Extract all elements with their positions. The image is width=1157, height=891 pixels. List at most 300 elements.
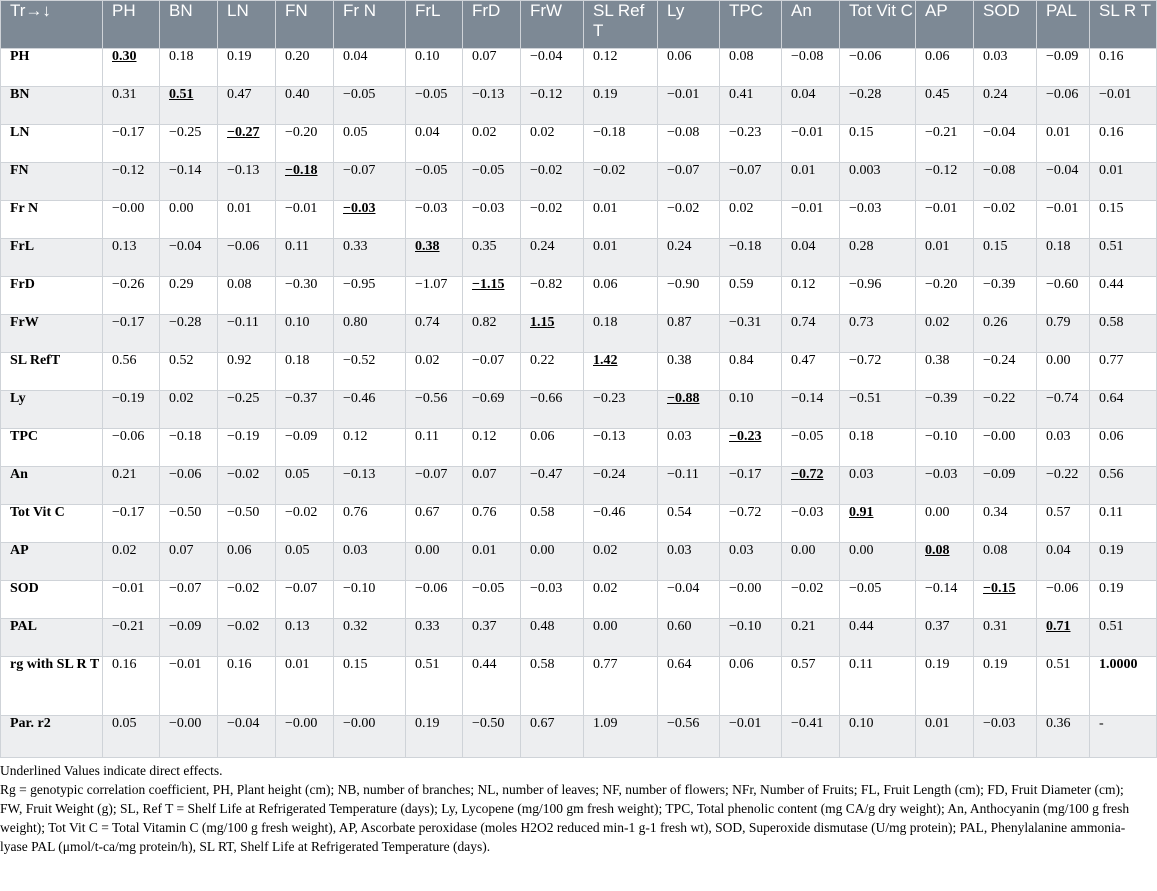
table-cell: −0.22: [974, 391, 1037, 429]
table-row: [1, 163, 1157, 201]
table-cell: 0.64: [658, 657, 720, 716]
direct-effect-cell: 1.42: [584, 353, 658, 391]
table-cell: −0.01: [658, 87, 720, 125]
table-cell: 0.76: [334, 505, 406, 543]
column-header: TPC: [720, 1, 782, 49]
table-cell: 0.16: [1090, 125, 1157, 163]
table-cell: −0.39: [974, 277, 1037, 315]
table-cell: −0.20: [916, 277, 974, 315]
table-cell: 0.03: [840, 467, 916, 505]
table-cell: −0.02: [782, 581, 840, 619]
table-cell: 0.15: [840, 125, 916, 163]
table-cell: 0.02: [584, 581, 658, 619]
table-cell: 0.38: [658, 353, 720, 391]
table-cell: 0.19: [218, 49, 276, 87]
table-cell: −0.03: [406, 201, 463, 239]
table-cell: 0.21: [103, 467, 160, 505]
table-cell: 0.16: [1090, 49, 1157, 87]
table-cell: −0.05: [334, 87, 406, 125]
table-cell: 0.87: [658, 315, 720, 353]
table-cell: −0.03: [916, 467, 974, 505]
table-cell: 0.00: [584, 619, 658, 657]
table-cell: 0.67: [406, 505, 463, 543]
direct-effect-cell: −0.88: [658, 391, 720, 429]
table-cell: 0.21: [782, 619, 840, 657]
row-header: TPC: [1, 429, 103, 467]
table-cell: 0.13: [103, 239, 160, 277]
table-cell: 0.04: [782, 239, 840, 277]
table-cell: 0.56: [103, 353, 160, 391]
table-cell: 0.12: [584, 49, 658, 87]
table-cell: −0.02: [658, 201, 720, 239]
table-cell: 0.02: [916, 315, 974, 353]
table-cell: 0.44: [840, 619, 916, 657]
table-cell: 0.04: [782, 87, 840, 125]
table-cell: 0.31: [103, 87, 160, 125]
table-cell: 0.52: [160, 353, 218, 391]
table-cell: −0.01: [160, 657, 218, 716]
table-cell: −0.12: [103, 163, 160, 201]
table-cell: 0.20: [276, 49, 334, 87]
table-cell: −0.18: [160, 429, 218, 467]
row-header: AP: [1, 543, 103, 581]
column-header: Ly: [658, 1, 720, 49]
table-cell: 0.82: [463, 315, 521, 353]
row-header: BN: [1, 87, 103, 125]
table-cell: 0.33: [334, 239, 406, 277]
table-cell: −0.01: [720, 716, 782, 758]
table-cell: −0.19: [218, 429, 276, 467]
column-header: PAL: [1037, 1, 1090, 49]
table-cell: 0.18: [160, 49, 218, 87]
table-cell: 0.02: [463, 125, 521, 163]
table-cell: 0.35: [463, 239, 521, 277]
table-cell: 0.04: [334, 49, 406, 87]
table-cell: 0.58: [521, 657, 584, 716]
table-cell: −0.09: [160, 619, 218, 657]
table-cell: −0.14: [782, 391, 840, 429]
table-cell: 0.37: [463, 619, 521, 657]
table-cell: −0.28: [160, 315, 218, 353]
table-cell: 0.58: [1090, 315, 1157, 353]
table-cell: −0.50: [218, 505, 276, 543]
table-cell: 0.67: [521, 716, 584, 758]
table-cell: −0.19: [103, 391, 160, 429]
table-cell: 0.73: [840, 315, 916, 353]
table-cell: 0.77: [584, 657, 658, 716]
table-cell: −0.28: [840, 87, 916, 125]
table-cell: −0.05: [406, 87, 463, 125]
table-cell: 0.05: [103, 716, 160, 758]
table-cell: 0.03: [334, 543, 406, 581]
table-cell: −0.10: [334, 581, 406, 619]
table-footnotes: [0, 758, 1145, 856]
table-cell: 0.51: [1090, 619, 1157, 657]
row-header: Tot Vit C: [1, 505, 103, 543]
table-cell: −0.01: [782, 201, 840, 239]
table-cell: −0.18: [720, 239, 782, 277]
table-cell: 0.41: [720, 87, 782, 125]
table-cell: −0.09: [276, 429, 334, 467]
table-cell: 0.03: [720, 543, 782, 581]
table-cell: 0.07: [463, 467, 521, 505]
table-cell: −1.07: [406, 277, 463, 315]
table-row: [1, 505, 1157, 543]
corner-header: Tr→↓: [1, 1, 103, 49]
table-cell: 0.01: [463, 543, 521, 581]
table-cell: −0.01: [782, 125, 840, 163]
table-cell: −0.05: [840, 581, 916, 619]
column-header: AP: [916, 1, 974, 49]
direct-effect-cell: −0.18: [276, 163, 334, 201]
table-row: [1, 315, 1157, 353]
table-cell: −0.06: [1037, 581, 1090, 619]
table-cell: 0.01: [916, 239, 974, 277]
table-cell: 0.01: [782, 163, 840, 201]
table-cell: 0.02: [160, 391, 218, 429]
table-cell: −0.41: [782, 716, 840, 758]
table-cell: 0.47: [218, 87, 276, 125]
column-header: PH: [103, 1, 160, 49]
table-cell: 0.10: [276, 315, 334, 353]
table-cell: 0.54: [658, 505, 720, 543]
table-cell: 0.01: [584, 201, 658, 239]
table-cell: −0.02: [218, 581, 276, 619]
table-cell: −0.00: [103, 201, 160, 239]
table-cell: −0.13: [218, 163, 276, 201]
table-cell: 0.01: [916, 716, 974, 758]
table-row: [1, 619, 1157, 657]
table-cell: 0.32: [334, 619, 406, 657]
direct-effect-cell: 0.71: [1037, 619, 1090, 657]
table-cell: −0.60: [1037, 277, 1090, 315]
table-cell: −0.07: [160, 581, 218, 619]
table-cell: −0.03: [782, 505, 840, 543]
header-row: [1, 1, 1157, 49]
row-header: An: [1, 467, 103, 505]
table-cell: −0.08: [974, 163, 1037, 201]
table-cell: −0.01: [1037, 201, 1090, 239]
column-header: FrD: [463, 1, 521, 49]
table-cell: 0.74: [782, 315, 840, 353]
table-cell: 0.57: [782, 657, 840, 716]
direct-effect-cell: 1.15: [521, 315, 584, 353]
column-header: Fr N: [334, 1, 406, 49]
table-cell: −0.06: [406, 581, 463, 619]
table-cell: −0.37: [276, 391, 334, 429]
table-cell: 0.18: [1037, 239, 1090, 277]
table-cell: −0.56: [406, 391, 463, 429]
table-cell: −0.04: [974, 125, 1037, 163]
table-cell: 0.10: [840, 716, 916, 758]
table-cell: 0.24: [658, 239, 720, 277]
table-cell: 0.08: [720, 49, 782, 87]
table-cell: −0.17: [103, 125, 160, 163]
table-cell: 0.03: [658, 429, 720, 467]
table-cell: 0.74: [406, 315, 463, 353]
table-cell: −0.23: [584, 391, 658, 429]
table-cell: 0.01: [218, 201, 276, 239]
table-cell: 0.47: [782, 353, 840, 391]
column-header: SL R T: [1090, 1, 1157, 49]
table-cell: −0.82: [521, 277, 584, 315]
table-cell: −0.46: [334, 391, 406, 429]
table-cell: 0.00: [916, 505, 974, 543]
column-header: FN: [276, 1, 334, 49]
table-cell: 0.15: [974, 239, 1037, 277]
column-header: BN: [160, 1, 218, 49]
table-cell: 0.92: [218, 353, 276, 391]
table-cell: 0.37: [916, 619, 974, 657]
table-cell: −0.46: [584, 505, 658, 543]
table-cell: 0.01: [1090, 163, 1157, 201]
table-cell: 0.28: [840, 239, 916, 277]
direct-effect-cell: −0.23: [720, 429, 782, 467]
direct-effect-cell: −1.15: [463, 277, 521, 315]
column-header: Tot Vit C: [840, 1, 916, 49]
row-header: FrD: [1, 277, 103, 315]
footnote-abbreviations: Rg = genotypic correlation coefficient, PH, Plant height (cm); NB, number of branches; NL, number of leaves; NF, number of flowers; NFr, Number of Fruits; FL, Fruit Length (cm); FD, Fruit Diameter (cm); FW, Fruit Weight (g); SL, Ref T = Shelf Life at Refrigerated Temperature (days); Ly, Lycopene (mg/100 gm fresh weight); TPC, Total phenolic content (mg CA/g dry weight); An, Anthocyanin (mg/100 g fresh weight); Tot Vit C = Total Vitamin C (mg/100 g fresh weight), AP, Ascorbate peroxidase (moles H2O2 reduced min-1 g-1 fresh wt), SOD, Superoxide dismutase (U/mg protein); PAL, Phenylalanine ammonia-lyase PAL (μmol/t-ca/mg protein/h), SL RT, Shelf Life at Refrigerated Temperature (days).: [0, 782, 1130, 854]
table-cell: −0.09: [1037, 49, 1090, 87]
table-cell: 0.51: [406, 657, 463, 716]
table-cell: 0.15: [1090, 201, 1157, 239]
column-header: SL Ref T: [584, 1, 658, 49]
table-cell: 0.22: [521, 353, 584, 391]
table-row: [1, 239, 1157, 277]
table-cell: −0.26: [103, 277, 160, 315]
row-header: PH: [1, 49, 103, 87]
table-cell: −0.07: [658, 163, 720, 201]
table-cell: −0.09: [974, 467, 1037, 505]
table-cell: −0.20: [276, 125, 334, 163]
table-row: [1, 391, 1157, 429]
table-cell: −0.23: [720, 125, 782, 163]
table-cell: −0.14: [160, 163, 218, 201]
table-cell: 0.18: [276, 353, 334, 391]
table-cell: −0.02: [521, 201, 584, 239]
table-cell: −0.02: [276, 505, 334, 543]
table-cell: 0.11: [406, 429, 463, 467]
table-cell: −0.72: [840, 353, 916, 391]
table-cell: 0.06: [720, 657, 782, 716]
row-header: Fr N: [1, 201, 103, 239]
table-cell: −0.31: [720, 315, 782, 353]
table-cell: 0.11: [840, 657, 916, 716]
table-cell: 0.06: [1090, 429, 1157, 467]
table-cell: 0.06: [584, 277, 658, 315]
table-cell: 0.05: [334, 125, 406, 163]
table-cell: 0.07: [160, 543, 218, 581]
table-cell: −0.07: [276, 581, 334, 619]
table-cell: 0.36: [1037, 716, 1090, 758]
table-cell: −0.74: [1037, 391, 1090, 429]
table-cell: −0.07: [334, 163, 406, 201]
table-cell: 0.16: [218, 657, 276, 716]
table-cell: 0.19: [1090, 581, 1157, 619]
table-cell: 1.09: [584, 716, 658, 758]
table-cell: 0.44: [463, 657, 521, 716]
table-cell: −0.07: [463, 353, 521, 391]
table-cell: 0.02: [406, 353, 463, 391]
direct-effect-cell: −0.27: [218, 125, 276, 163]
table-cell: 0.40: [276, 87, 334, 125]
table-cell: 0.02: [521, 125, 584, 163]
table-cell: −0.08: [658, 125, 720, 163]
table-row: [1, 543, 1157, 581]
table-cell: 0.02: [103, 543, 160, 581]
table-cell: 0.12: [782, 277, 840, 315]
table-cell: 0.00: [840, 543, 916, 581]
table-cell: 0.57: [1037, 505, 1090, 543]
table-cell: −0.07: [406, 467, 463, 505]
table-cell: −0.00: [720, 581, 782, 619]
table-cell: −0.03: [521, 581, 584, 619]
table-cell: 0.00: [521, 543, 584, 581]
table-cell: 0.00: [782, 543, 840, 581]
row-header: FrW: [1, 315, 103, 353]
table-cell: 0.77: [1090, 353, 1157, 391]
table-cell: 0.51: [1090, 239, 1157, 277]
table-cell: −0.04: [521, 49, 584, 87]
table-cell: −0.06: [218, 239, 276, 277]
table-cell: −0.17: [720, 467, 782, 505]
table-row: [1, 277, 1157, 315]
table-cell: −0.01: [276, 201, 334, 239]
table-cell: −0.17: [103, 505, 160, 543]
table-cell: 0.64: [1090, 391, 1157, 429]
table-cell: −0.96: [840, 277, 916, 315]
table-cell: −0.25: [218, 391, 276, 429]
table-cell: 0.24: [974, 87, 1037, 125]
table-cell: 0.04: [406, 125, 463, 163]
table-cell: 0.00: [1037, 353, 1090, 391]
table-cell: −0.02: [218, 467, 276, 505]
table-cell: −0.90: [658, 277, 720, 315]
table-cell: 0.01: [1037, 125, 1090, 163]
table-row: [1, 429, 1157, 467]
table-cell: −0.72: [720, 505, 782, 543]
table-cell: −0.04: [658, 581, 720, 619]
table-cell: −0.06: [1037, 87, 1090, 125]
table-cell: 0.18: [584, 315, 658, 353]
table-cell: 0.44: [1090, 277, 1157, 315]
table-cell: −0.01: [916, 201, 974, 239]
table-cell: 0.00: [406, 543, 463, 581]
table-cell: 0.24: [521, 239, 584, 277]
table-cell: −0.21: [103, 619, 160, 657]
table-cell: −0.03: [840, 201, 916, 239]
table-cell: 0.10: [406, 49, 463, 87]
table-cell: 0.59: [720, 277, 782, 315]
table-cell: −0.11: [218, 315, 276, 353]
direct-effect-cell: 0.38: [406, 239, 463, 277]
table-cell: −0.47: [521, 467, 584, 505]
table-cell: −0.05: [463, 581, 521, 619]
column-header: An: [782, 1, 840, 49]
row-header: Ly: [1, 391, 103, 429]
table-cell: −0.24: [974, 353, 1037, 391]
direct-effect-cell: 0.51: [160, 87, 218, 125]
table-cell: −0.02: [974, 201, 1037, 239]
table-cell: −0.69: [463, 391, 521, 429]
table-cell: 0.06: [218, 543, 276, 581]
table-cell: 0.34: [974, 505, 1037, 543]
table-cell: −0.06: [103, 429, 160, 467]
table-cell: 0.08: [218, 277, 276, 315]
table-cell: −0.30: [276, 277, 334, 315]
table-cell: 0.11: [1090, 505, 1157, 543]
table-cell: 0.06: [658, 49, 720, 87]
table-cell: 0.11: [276, 239, 334, 277]
table-cell: 0.00: [160, 201, 218, 239]
table-row: [1, 581, 1157, 619]
table-cell: −0.10: [720, 619, 782, 657]
table-cell: −0.00: [334, 716, 406, 758]
table-cell: −0.02: [521, 163, 584, 201]
table-cell: −0.17: [103, 315, 160, 353]
table-row: [1, 467, 1157, 505]
footnote-direct-effects: Underlined Values indicate direct effects.: [0, 763, 223, 778]
table-cell: 0.29: [160, 277, 218, 315]
table-cell: 0.76: [463, 505, 521, 543]
table-cell: −0.00: [974, 429, 1037, 467]
table-cell: 0.05: [276, 543, 334, 581]
table-cell: −0.13: [334, 467, 406, 505]
table-cell: −0.24: [584, 467, 658, 505]
table-cell: −0.03: [463, 201, 521, 239]
table-cell: 0.58: [521, 505, 584, 543]
table-cell: −0.21: [916, 125, 974, 163]
table-cell: −0.00: [160, 716, 218, 758]
table-cell: −0.95: [334, 277, 406, 315]
table-cell: −0.50: [463, 716, 521, 758]
direct-effect-cell: −0.15: [974, 581, 1037, 619]
row-header: rg with SL R T: [1, 657, 103, 716]
table-cell: −0.05: [463, 163, 521, 201]
table-cell: −0.01: [1090, 87, 1157, 125]
table-cell: 0.31: [974, 619, 1037, 657]
table-cell: 0.02: [584, 543, 658, 581]
table-cell: 0.01: [276, 657, 334, 716]
table-cell: −0.25: [160, 125, 218, 163]
table-cell: 0.04: [1037, 543, 1090, 581]
table-row: [1, 87, 1157, 125]
table-cell: 0.12: [463, 429, 521, 467]
table-cell: 0.05: [276, 467, 334, 505]
table-cell: 0.16: [103, 657, 160, 716]
table-cell: −0.04: [1037, 163, 1090, 201]
column-header: SOD: [974, 1, 1037, 49]
table-cell: −0.52: [334, 353, 406, 391]
table-cell: 0.60: [658, 619, 720, 657]
table-cell: −0.07: [720, 163, 782, 201]
table-cell: 0.06: [916, 49, 974, 87]
table-cell: 0.06: [521, 429, 584, 467]
table-cell: −0.12: [521, 87, 584, 125]
table-cell: 0.45: [916, 87, 974, 125]
table-cell: 0.08: [974, 543, 1037, 581]
table-row: [1, 657, 1157, 716]
table-cell: 0.18: [840, 429, 916, 467]
row-header: LN: [1, 125, 103, 163]
table-cell: 0.79: [1037, 315, 1090, 353]
table-cell: 0.48: [521, 619, 584, 657]
row-header: PAL: [1, 619, 103, 657]
table-cell: −0.01: [103, 581, 160, 619]
table-cell: −0.00: [276, 716, 334, 758]
table-cell: 0.19: [584, 87, 658, 125]
table-cell: −0.12: [916, 163, 974, 201]
